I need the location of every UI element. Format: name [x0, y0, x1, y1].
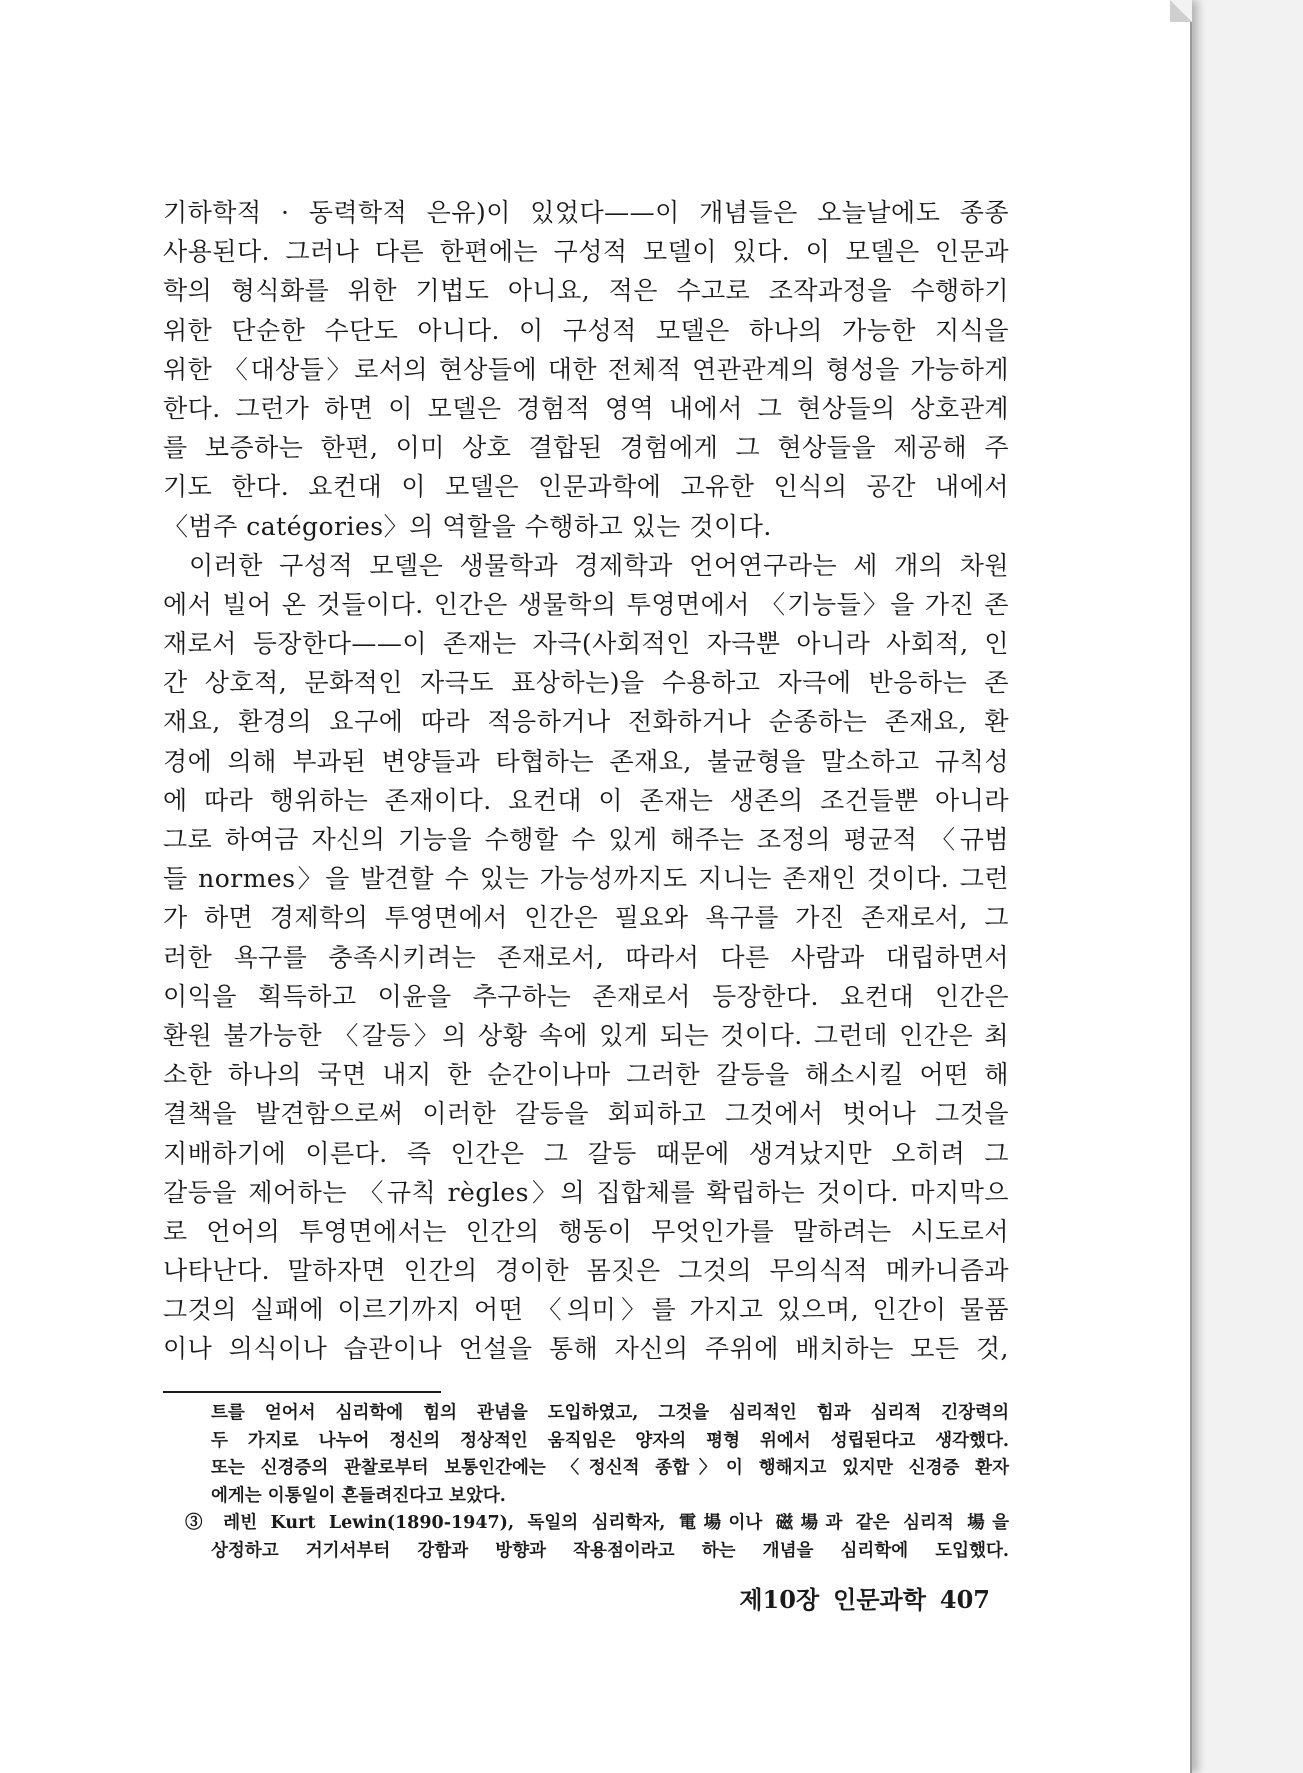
page-footer: [700, 1580, 990, 1615]
body-line: 그것의 실패에 이르기까지 어떤 〈의미〉를 가지고 있으며, 인간이 물품: [163, 1295, 1009, 1325]
body-line: 간 상호적, 문화적인 자극도 표상하는)을 수용하고 자극에 반응하는 존: [163, 668, 1009, 698]
body-line: 사용된다. 그러나 다른 한편에는 구성적 모델이 있다. 이 모델은 인문과: [163, 237, 1009, 267]
body-line: 로 언어의 투영면에서는 인간의 행동이 무엇인가를 말하려는 시도로서: [163, 1216, 1009, 1246]
body-line: 재로서 등장한다——이 존재는 자극(사회적인 자극뿐 아니라 사회적, 인: [163, 629, 1009, 659]
body-line: 러한 욕구를 충족시키려는 존재로서, 따라서 다른 사람과 대립하면서: [163, 942, 1009, 972]
body-line: 환원 불가능한 〈갈등〉의 상황 속에 있게 되는 것이다. 그런데 인간은 최: [163, 1020, 1009, 1050]
footnotes: [163, 1400, 1009, 1565]
body-line: 기도 한다. 요컨대 이 모델은 인문과학에 고유한 인식의 공간 내에서: [163, 472, 1009, 502]
body-line: 〈범주 catégories〉의 역할을 수행하고 있는 것이다.: [163, 511, 772, 541]
body-line: 한다. 그런가 하면 이 모델은 경험적 영역 내에서 그 현상들의 상호관계: [163, 393, 1009, 423]
body-line: 소한 하나의 국면 내지 한 순간이나마 그러한 갈등을 해소시킬 어떤 해: [163, 1060, 1009, 1090]
body-line: 위한 단순한 수단도 아니다. 이 구성적 모델은 하나의 가능한 지식을: [163, 315, 1009, 345]
page-corner-fold: [1170, 0, 1192, 22]
body-line: 결책을 발견함으로써 이러한 갈등을 회피하고 그것에서 벗어나 그것을: [163, 1099, 1009, 1129]
body-line: 경에 의해 부과된 변양들과 타협하는 존재요, 불균형을 말소하고 규칙성: [163, 746, 1009, 776]
footnote-line: 에게는 이통일이 흔들려진다고 보았다.: [211, 1485, 506, 1506]
body-text: [163, 193, 1009, 1369]
body-line: 학의 형식화를 위한 기법도 아니요, 적은 수고로 조작과정을 수행하기: [163, 276, 1009, 306]
body-line: 이나 의식이나 습관이나 언설을 통해 자신의 주위에 배치하는 모든 것,: [163, 1334, 1009, 1364]
footnote-line: 트를 얻어서 심리학에 힘의 관념을 도입하였고, 그것을 심리적인 힘과 심리적 긴장력의: [211, 1403, 1009, 1423]
body-line: 이러한 구성적 모델은 생물학과 경제학과 언어연구라는 세 개의 차원: [189, 550, 1009, 580]
page-number: 407: [939, 1585, 990, 1614]
body-line: 그로 하여금 자신의 기능을 수행할 수 있게 해주는 조정의 평균적 〈규범: [163, 825, 1009, 854]
chapter-label: 제10장: [739, 1585, 820, 1614]
body-line: 지배하기에 이른다. 즉 인간은 그 갈등 때문에 생겨났지만 오히려 그: [163, 1138, 1009, 1168]
footnote-line: ③ 레빈 Kurt Lewin(1890-1947), 독일의 심리학자, 電場이나 磁場과 같은 심리적 場을: [185, 1513, 1009, 1533]
footnote-line: 두 가지로 나누어 정신의 정상적인 움직임은 양자의 평형 위에서 성립된다고 생각했다.: [211, 1430, 1009, 1451]
footnote-line: 또는 신경증의 관찰로부터 보통인간에는 〈정신적 종합〉이 행해지고 있지만 신경증 환자: [211, 1458, 1009, 1478]
body-line: 나타난다. 말하자면 인간의 경이한 몸짓은 그것의 무의식적 메카니즘과: [163, 1256, 1009, 1286]
body-line: 들 normes〉을 발견할 수 있는 가능성까지도 지니는 존재인 것이다. 그런: [163, 864, 1009, 894]
body-line: 가 하면 경제학의 투영면에서 인간은 필요와 욕구를 가진 존재로서, 그: [163, 903, 1009, 933]
body-line: 에 따라 행위하는 존재이다. 요컨대 이 존재는 생존의 조건들뿐 아니라: [163, 785, 1009, 815]
body-line: 갈등을 제어하는 〈규칙 règles〉의 집합체를 확립하는 것이다. 마지막으: [163, 1177, 1009, 1207]
body-line: 위한 〈대상들〉로서의 현상들에 대한 전체적 연관관계의 형성을 가능하게: [163, 354, 1009, 384]
chapter-title: 인문과학: [833, 1585, 926, 1614]
footnote-line: 상정하고 거기서부터 강함과 방향과 작용점이라고 하는 개념을 심리학에 도입했다.: [211, 1540, 1009, 1561]
footnote-divider: [163, 1391, 441, 1393]
body-line: 기하학적 · 동력학적 은유)이 있었다——이 개념들은 오늘날에도 종종: [163, 198, 1009, 227]
body-line: 이익을 획득하고 이윤을 추구하는 존재로서 등장한다. 요컨대 인간은: [163, 981, 1009, 1011]
body-line: 재요, 환경의 요구에 따라 적응하거나 전화하거나 순종하는 존재요, 환: [163, 707, 1009, 737]
body-line: 를 보증하는 한편, 이미 상호 결합된 경험에게 그 현상들을 제공해 주: [163, 433, 1009, 463]
body-line: 에서 빌어 온 것들이다. 인간은 생물학의 투영면에서 〈기능들〉을 가진 존: [163, 589, 1009, 619]
